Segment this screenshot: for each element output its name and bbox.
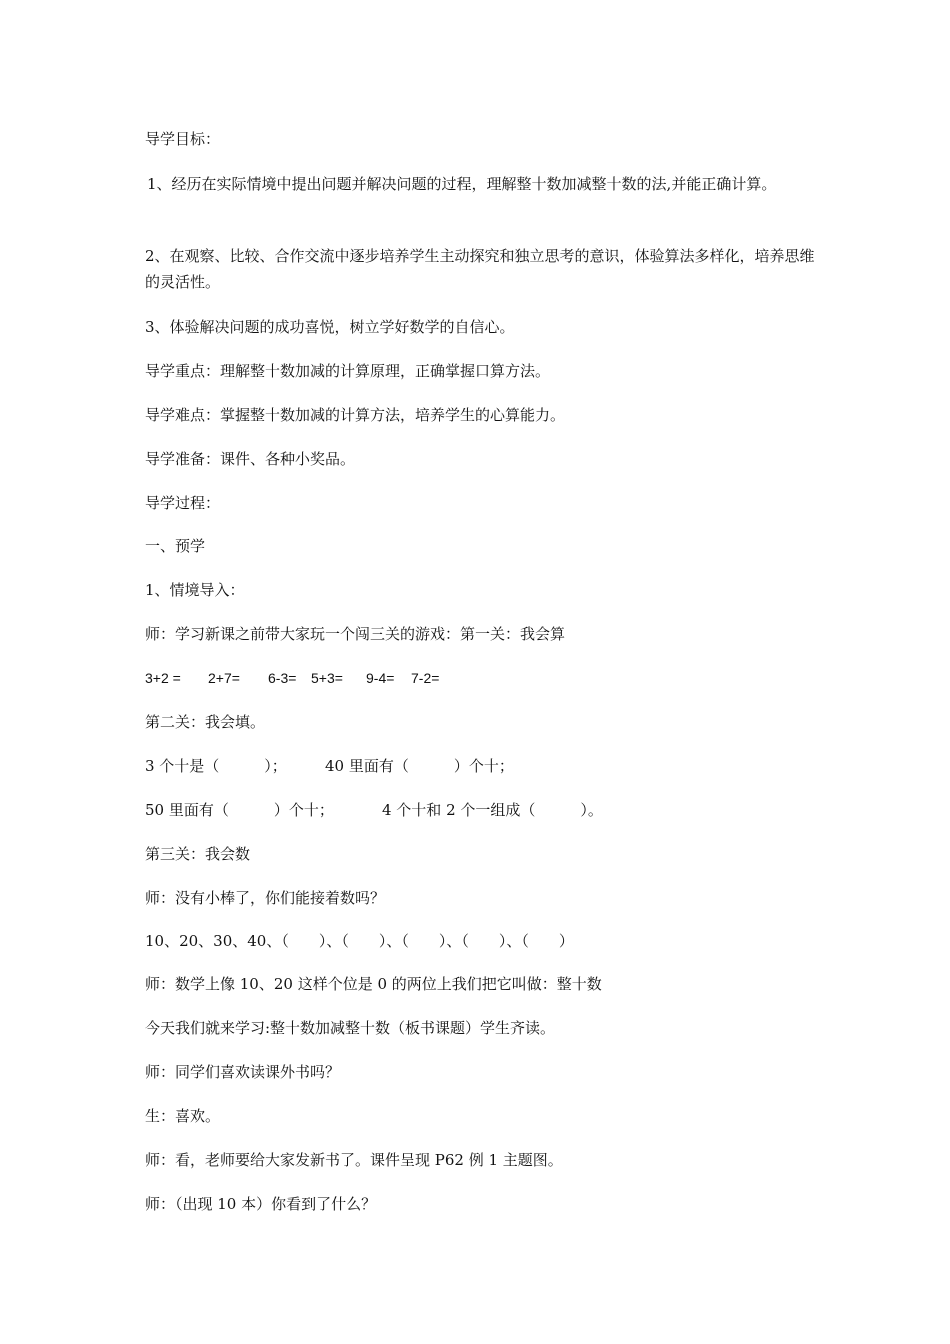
teacher-line-6: 师：（出现 10 本）你看到了什么？ <box>145 1195 377 1213</box>
teacher-line-3: 师：数学上像 10、20 这样个位是 0 的两位上我们把它叫做：整十数 <box>145 975 602 993</box>
student-line-1: 生：喜欢。 <box>145 1107 221 1125</box>
calc-item: 9-4= <box>366 670 395 686</box>
step-situation: 1、情境导入： <box>145 581 245 599</box>
fill-row-1 <box>145 755 514 777</box>
fill-item: 3 个十是（ ）； <box>145 757 287 775</box>
calc-item: 7-2= <box>411 670 440 686</box>
goal-2: 2、在观察、比较、合作交流中逐步培养学生主动探究和独立思考的意识，体验算法多样化，培养思维的灵活性。 <box>145 247 815 291</box>
level-2-heading: 第二关：我会填。 <box>145 713 266 731</box>
count-sequence: 10、20、30、40、（ ）、（ ）、（ ）、（ ）、（ ） <box>145 932 574 950</box>
fill-item: 50 里面有（ ）个十； <box>145 801 334 819</box>
fill-item: 40 里面有（ ）个十； <box>325 757 514 775</box>
level-3-heading: 第三关：我会数 <box>145 845 251 863</box>
goals-heading: 导学目标： <box>145 130 221 148</box>
goal-3: 3、体验解决问题的成功喜悦，树立学好数学的自信心。 <box>145 318 515 336</box>
difficulty: 导学难点：掌握整十数加减的计算方法，培养学生的心算能力。 <box>145 406 566 424</box>
process-heading: 导学过程： <box>145 494 221 512</box>
today-topic: 今天我们就来学习:整十数加减整十数（板书课题）学生齐读。 <box>145 1019 556 1037</box>
calc-item: 3+2 = <box>145 670 181 686</box>
goal-1: 1、经历在实际情境中提出问题并解决问题的过程，理解整十数加减整十数的法,并能正确计算。 <box>147 175 777 193</box>
teacher-line-4: 师：同学们喜欢读课外书吗？ <box>145 1063 341 1081</box>
teacher-line-1: 师：学习新课之前带大家玩一个闯三关的游戏：第一关：我会算 <box>145 625 566 643</box>
calc-item: 5+3= <box>311 670 343 686</box>
teacher-line-5: 师：看，老师要给大家发新书了。课件呈现 P62 例 1 主题图。 <box>145 1151 563 1169</box>
section-preview: 一、预学 <box>145 537 206 555</box>
calc-item: 2+7= <box>208 670 240 686</box>
calc-item: 6-3= <box>268 670 297 686</box>
key-point: 导学重点：理解整十数加减的计算原理，正确掌握口算方法。 <box>145 362 551 380</box>
teacher-line-2: 师：没有小棒了，你们能接着数吗？ <box>145 889 386 907</box>
fill-item: 4 个十和 2 个一组成（ ）。 <box>382 801 603 819</box>
fill-row-2 <box>145 799 603 821</box>
preparation: 导学准备：课件、各种小奖品。 <box>145 450 356 468</box>
